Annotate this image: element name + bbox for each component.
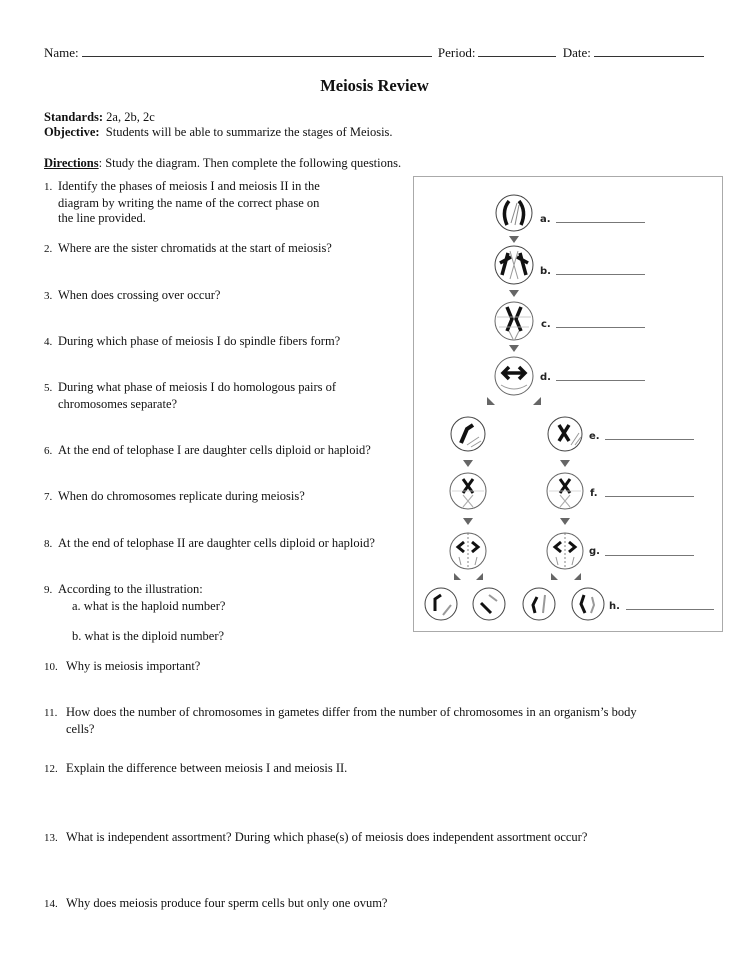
cell-a-icon xyxy=(496,195,532,231)
objective xyxy=(44,125,393,140)
meiosis-cells-illustration xyxy=(414,177,724,633)
question-9: 9. According to the illustration: a. what is the haploid number? b. what is the diploid number? xyxy=(44,582,226,643)
cell-f-right-icon xyxy=(547,473,583,509)
question-12: 12. Explain the difference between meiosis I and meiosis II. xyxy=(44,761,348,775)
name-field[interactable] xyxy=(82,44,432,57)
name-label: Name: xyxy=(44,45,79,60)
daughter-cell-2-icon xyxy=(473,588,505,620)
standards-value: 2a, 2b, 2c xyxy=(106,110,155,124)
objective-label: Objective: xyxy=(44,125,100,139)
answer-line-d[interactable] xyxy=(556,380,645,381)
period-field[interactable] xyxy=(478,44,556,57)
label-d: d. xyxy=(540,372,551,383)
label-b: b. xyxy=(540,266,551,277)
question-4: 4. During which phase of meiosis I do spindle fibers form? xyxy=(44,334,341,348)
answer-line-g[interactable] xyxy=(605,555,694,556)
label-h: h. xyxy=(609,601,620,612)
directions xyxy=(44,156,401,171)
daughter-cell-1-icon xyxy=(425,588,457,620)
answer-line-a[interactable] xyxy=(556,222,645,223)
question-11: 11. How does the number of chromosomes in gametes differ from the number of chromosomes in an organism’s body cells? xyxy=(44,705,637,736)
answer-line-e[interactable] xyxy=(605,439,694,440)
question-3: 3. When does crossing over occur? xyxy=(44,288,221,302)
label-g: g. xyxy=(589,546,600,557)
question-8: 8. At the end of telophase II are daughter cells diploid or haploid? xyxy=(44,536,375,550)
daughter-cell-4-icon xyxy=(572,588,604,620)
cell-b-icon xyxy=(495,246,533,284)
cell-g-right-icon xyxy=(547,533,583,569)
label-c: c. xyxy=(541,319,551,330)
objective-value: Students will be able to summarize the stages of Meiosis. xyxy=(105,125,393,139)
question-14: 14. Why does meiosis produce four sperm cells but only one ovum? xyxy=(44,896,388,910)
cell-d-icon xyxy=(495,357,533,395)
date-field[interactable] xyxy=(594,44,704,57)
answer-line-c[interactable] xyxy=(556,327,645,328)
label-a: a. xyxy=(540,214,551,225)
answer-line-f[interactable] xyxy=(605,496,694,497)
question-10: 10. Why is meiosis important? xyxy=(44,659,201,673)
cell-f-left-icon xyxy=(450,473,486,509)
cell-c-icon xyxy=(495,302,533,340)
question-1: 1. Identify the phases of meiosis I and meiosis II in the diagram by writing the name of the correct phase on the line provided. xyxy=(44,179,320,225)
question-9b: b. what is the diploid number? xyxy=(72,629,225,643)
answer-line-h[interactable] xyxy=(626,609,714,610)
question-2: 2. Where are the sister chromatids at the start of meiosis? xyxy=(44,241,332,255)
standards xyxy=(44,110,155,125)
meiosis-diagram xyxy=(413,176,723,632)
question-13: 13. What is independent assortment? During which phase(s) of meiosis does independent assortment occur? xyxy=(44,830,588,844)
directions-value: : Study the diagram. Then complete the following questions. xyxy=(98,156,402,170)
label-f: f. xyxy=(590,488,598,499)
question-7: 7. When do chromosomes replicate during meiosis? xyxy=(44,489,305,503)
question-5: 5. During what phase of meiosis I do homologous pairs of chromosomes separate? xyxy=(44,380,337,411)
question-9a: a. what is the haploid number? xyxy=(72,598,226,613)
header-fields xyxy=(44,44,707,61)
cell-e-left-icon xyxy=(451,417,485,451)
cell-g-left-icon xyxy=(450,533,486,569)
answer-line-b[interactable] xyxy=(556,274,645,275)
question-6: 6. At the end of telophase I are daughter cells diploid or haploid? xyxy=(44,443,371,457)
daughter-cell-3-icon xyxy=(523,588,555,620)
standards-label: Standards: xyxy=(44,110,104,124)
directions-label: Directions xyxy=(44,156,99,170)
label-e: e. xyxy=(589,431,600,442)
page-title: Meiosis Review xyxy=(320,76,429,95)
date-label: Date: xyxy=(562,45,591,60)
period-label: Period: xyxy=(437,45,476,60)
cell-e-right-icon xyxy=(548,417,582,451)
